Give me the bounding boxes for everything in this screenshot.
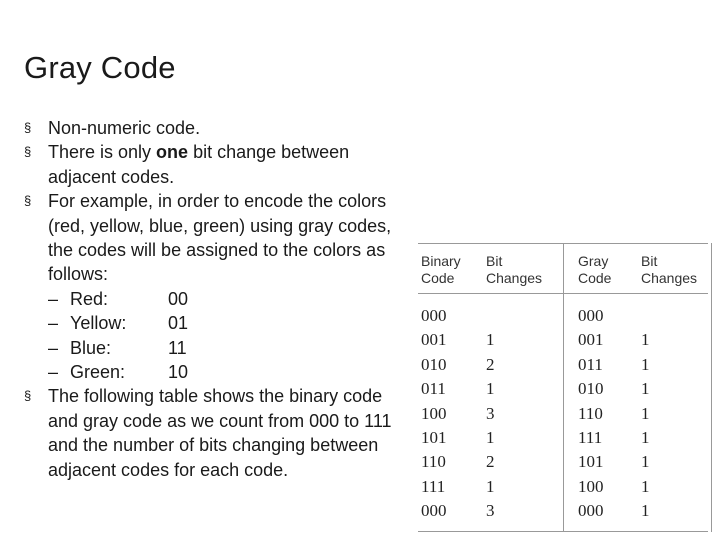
table-row: [418, 353, 708, 377]
color-item: [24, 311, 394, 335]
binary-bit-changes-cell: 2: [486, 354, 495, 374]
color-item: [24, 360, 394, 384]
header-binary-code: Binary Code: [421, 253, 461, 286]
slide-title: Gray Code: [24, 50, 176, 85]
table-right-border: [711, 243, 712, 532]
gray-code-cell: 111: [578, 428, 603, 447]
color-name: Blue:: [70, 337, 112, 358]
binary-code-cell: 000: [421, 501, 447, 521]
gray-bit-changes-cell: 1: [641, 330, 650, 350]
bullet-text: For example, in order to encode the colors (red, yellow, blue, green) using gray codes, the codes will be assigned to the colors as follows:: [48, 191, 392, 285]
gray-code-cell: 001: [578, 330, 604, 350]
binary-code-cell: 100: [421, 403, 447, 423]
bullet-marker: §: [24, 193, 32, 209]
gray-code-cell: 011: [578, 354, 603, 374]
gray-bit-changes-cell: 1: [641, 403, 650, 423]
color-item: [24, 336, 394, 360]
bold-word: one: [156, 142, 189, 163]
binary-bit-changes-cell: 1: [486, 379, 495, 399]
color-code: 01: [168, 313, 189, 334]
binary-bit-changes-cell: 2: [486, 452, 495, 472]
table-row: [418, 377, 708, 401]
bullet-list: [24, 116, 394, 482]
color-name: Red:: [70, 288, 109, 309]
bullet-text: There is only: [48, 142, 157, 163]
bullet-marker: §: [24, 388, 32, 404]
color-item: [24, 287, 394, 311]
table-row: [418, 402, 708, 426]
color-name: Yellow:: [70, 313, 127, 334]
bullet-text: The following table shows the binary code and gray code as we count from 000 to 111 and the number of bits changing between adjacent codes for each code.: [48, 386, 392, 480]
gray-bit-changes-cell: 1: [641, 501, 650, 521]
gray-bit-changes-cell: 1: [641, 379, 650, 399]
header-bit-changes: Bit Changes: [641, 253, 698, 286]
binary-bit-changes-cell: 1: [486, 476, 495, 496]
color-code-list: [24, 287, 394, 385]
bullet-item: [24, 116, 394, 140]
gray-bit-changes-cell: 1: [641, 354, 650, 374]
table-row: [418, 450, 708, 474]
binary-code-cell: 000: [421, 306, 447, 325]
table-row: [418, 426, 708, 450]
sub-bullet-dash: –: [48, 313, 59, 334]
color-name: Green:: [70, 362, 126, 383]
gray-code-cell: 110: [578, 403, 603, 423]
color-code: 11: [168, 337, 187, 358]
binary-code-cell: 101: [421, 428, 447, 447]
gray-bit-changes-cell: 1: [641, 476, 650, 496]
binary-code-cell: 011: [421, 379, 446, 399]
header-bit-changes: Bit Changes: [486, 253, 543, 286]
gray-code-cell: 000: [578, 306, 604, 325]
bullet-marker: §: [24, 144, 32, 160]
binary-bit-changes-cell: 3: [486, 501, 495, 521]
bullet-item: [24, 384, 394, 482]
header-gray-code: Gray Code: [578, 253, 612, 286]
gray-code-table: [418, 243, 708, 532]
sub-bullet-dash: –: [48, 362, 59, 383]
bullet-item: [24, 189, 394, 287]
binary-code-cell: 001: [421, 330, 447, 350]
bullet-text: Non-numeric code.: [48, 118, 201, 138]
table-row: [418, 475, 708, 499]
gray-code-cell: 000: [578, 501, 604, 521]
bullet-marker: §: [24, 120, 32, 135]
binary-code-cell: 010: [421, 354, 447, 374]
binary-bit-changes-cell: 1: [486, 428, 495, 447]
table-row: [418, 499, 708, 523]
table-row: [418, 328, 708, 352]
gray-bit-changes-cell: 1: [641, 452, 650, 472]
bullet-text: bit change between adjacent codes.: [48, 142, 350, 187]
binary-bit-changes-cell: 1: [486, 330, 495, 350]
gray-bit-changes-cell: 1: [641, 428, 650, 447]
table-row: [418, 304, 708, 328]
sub-bullet-dash: –: [48, 337, 59, 358]
bullet-item: [24, 140, 394, 189]
binary-bit-changes-cell: 3: [486, 403, 495, 423]
binary-code-cell: 111: [421, 476, 446, 496]
sub-bullet-dash: –: [48, 288, 59, 309]
color-code: 10: [168, 362, 189, 383]
gray-code-cell: 010: [578, 379, 604, 399]
gray-code-cell: 101: [578, 452, 604, 472]
gray-code-cell: 100: [578, 476, 604, 496]
color-code: 00: [168, 288, 189, 309]
binary-code-cell: 110: [421, 452, 446, 472]
